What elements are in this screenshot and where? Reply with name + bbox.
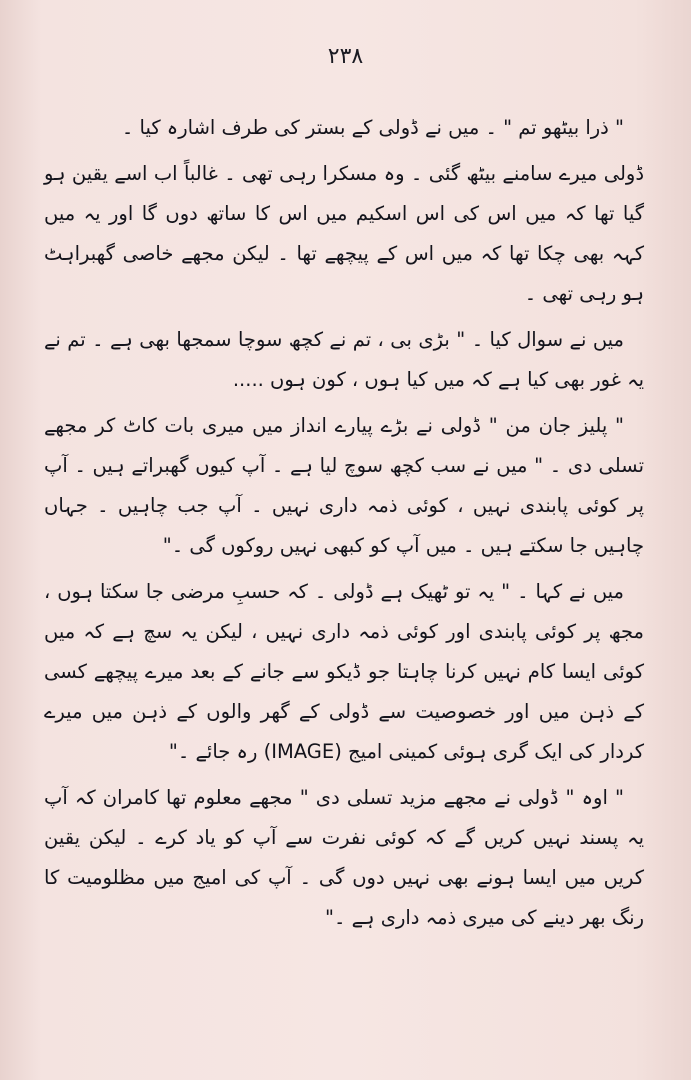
paragraph: " پلیز جان من " ڈولی نے بڑے پیارے انداز میں میری بات کاٹ کر مجھے تسلی دی ۔ " میں نے سب کچھ سوچ لیا ہے ۔ آپ کیوں گھبراتے ہیں ۔ آپ پر کوئی پابندی نہیں ، کوئی ذمہ داری نہیں ۔ آپ جب چاہیں ۔ جہاں چاہیں جا سکتے ہیں ۔ میں آپ کو کبھی نہیں روکوں گی ۔" <box>44 414 644 557</box>
page-body <box>44 108 644 944</box>
page-number: ۲۳۸ <box>327 44 364 69</box>
paragraph: " اوہ " ڈولی نے مجھے مزید تسلی دی " مجھے معلوم تھا کامران کہ آپ یہ پسند نہیں کریں گے کہ کوئی نفرت سے آپ کو یاد کرے ۔ لیکن یقین کریں میں ایسا ہونے بھی نہیں دوں گی ۔ آپ کی امیج میں مظلومیت کا رنگ بھر دینے کی میری ذمہ داری ہے ۔" <box>44 786 644 929</box>
paragraph: میں نے کہا ۔ " یہ تو ٹھیک ہے ڈولی ۔ کہ حسبِ مرضی جا سکتا ہوں ، مجھ پر کوئی پابندی اور کوئی ذمہ داری نہیں ، لیکن یہ سچ ہے کہ میں کوئی ایسا کام نہیں کرنا چاہتا جو ڈیکو سے جانے کے بعد میرے پیچھے کسی کے ذہن میں اور خصوصیت سے ڈولی کے گھر والوں کے ذہن میں میرے کردار کی ایک گری ہوئی کمینی امیج (IMAGE) رہ جائے ۔" <box>44 580 644 763</box>
paragraph: ڈولی میرے سامنے بیٹھ گئی ۔ وہ مسکرا رہی تھی ۔ غالباً اب اسے یقین ہو گیا تھا کہ میں اس کی اس اسکیم میں اس کا ساتھ دوں گا اور یہ میں کہہ بھی چکا تھا کہ میں اس کے پیچھے تھا ۔ لیکن مجھے خاصی گھبراہٹ ہو رہی تھی ۔ <box>44 162 644 305</box>
paragraph: " ذرا بیٹھو تم " ۔ میں نے ڈولی کے بستر کی طرف اشارہ کیا ۔ <box>121 116 624 139</box>
paragraph: میں نے سوال کیا ۔ " بڑی بی ، تم نے کچھ سوچا سمجھا بھی ہے ۔ تم نے یہ غور بھی کیا ہے کہ میں کیا ہوں ، کون ہوں ..... <box>44 328 644 391</box>
